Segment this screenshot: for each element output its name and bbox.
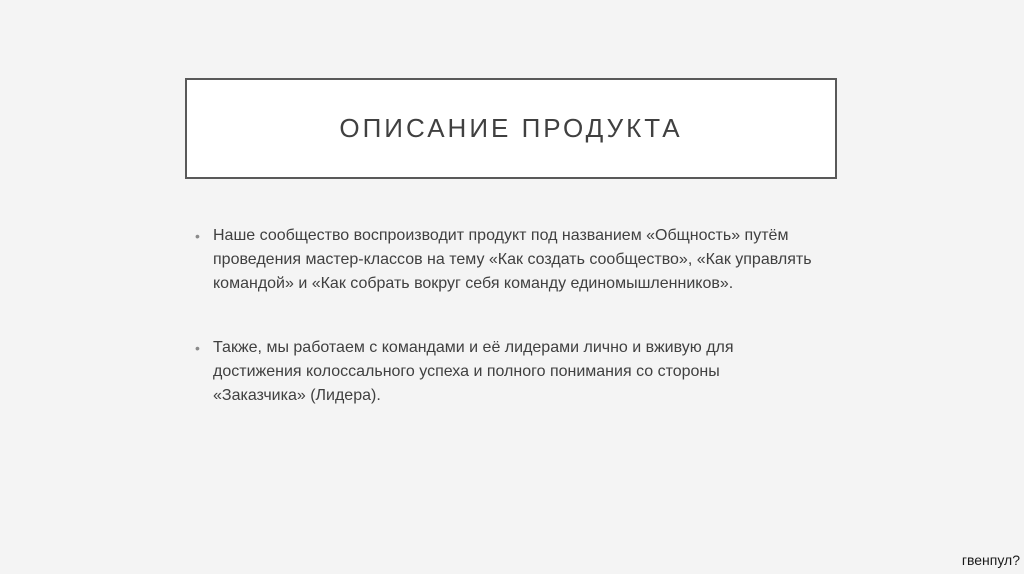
bullet-text: Также, мы работаем с командами и её лидерами лично и вживую для достижения колоссального успеха и полного понимания со стороны «Заказчика» (Лидера). [213, 339, 734, 404]
bullet-icon: • [195, 228, 200, 244]
slide-title: ОПИСАНИЕ ПРОДУКТА [339, 113, 683, 143]
bullet-text: Наше сообщество воспроизводит продукт под названием «Общность» путём проведения мастер-классов на тему «Как создать сообщество», «Как управлять командой» и «Как собрать вокруг себя команду единомышленников». [213, 227, 812, 292]
bullet-item [195, 224, 815, 296]
bullet-list [195, 224, 815, 448]
bullet-item [195, 336, 815, 408]
bullet-icon: • [195, 340, 200, 356]
watermark-text: гвенпул? [961, 552, 1020, 568]
title-box [185, 78, 837, 179]
